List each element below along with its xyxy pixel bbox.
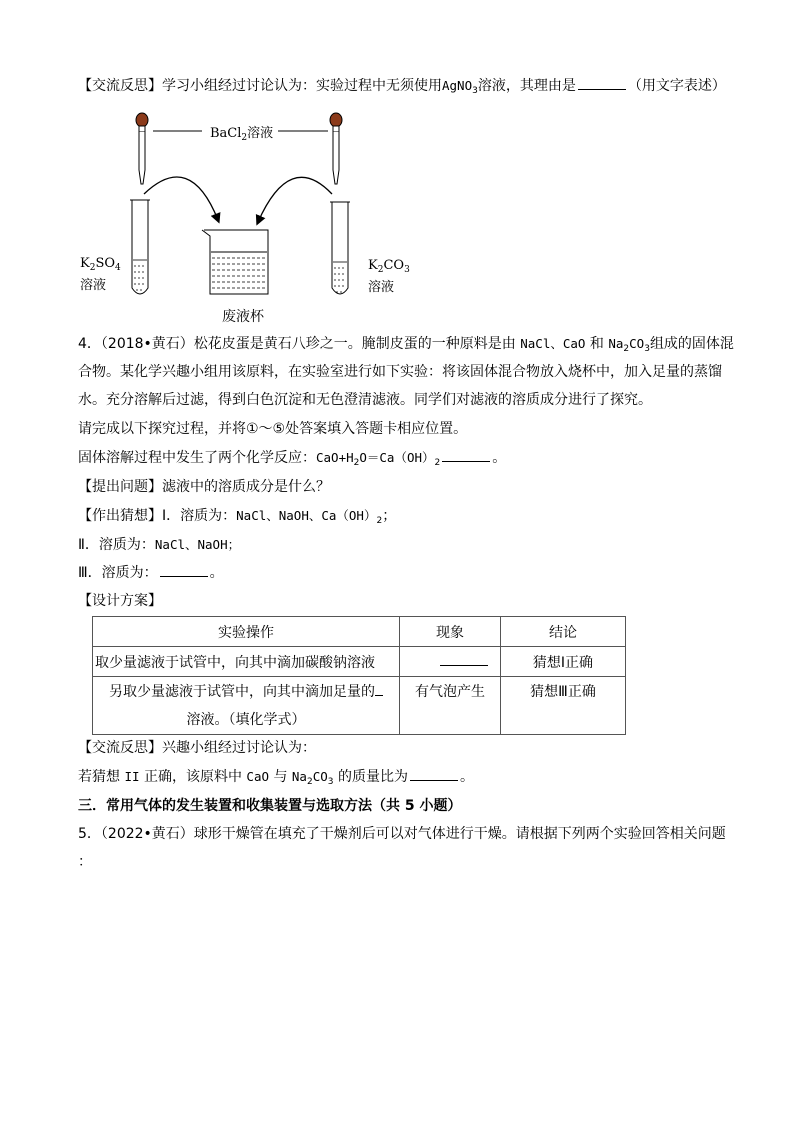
q4-guess3 xyxy=(78,563,224,583)
table-header-row xyxy=(93,617,626,647)
text: 溶液 xyxy=(247,126,274,141)
right-test-tube xyxy=(330,202,350,294)
text: （用文字表述） xyxy=(627,78,726,94)
subscript: 2 xyxy=(89,263,96,273)
table-header: 实验操作 xyxy=(93,617,400,647)
text: K xyxy=(80,256,90,271)
formula: CaO+H xyxy=(316,450,354,465)
subscript: 2 xyxy=(623,344,630,354)
q4-design-heading: 【设计方案】 xyxy=(78,593,162,609)
text: 若猜想 xyxy=(78,769,120,785)
answer-blank xyxy=(410,768,458,781)
formula: Na xyxy=(608,336,624,351)
formula: NaCl、NaOH； xyxy=(154,537,241,552)
text: 。 xyxy=(492,450,507,466)
formula: CO xyxy=(312,769,328,784)
table-cell xyxy=(400,647,501,677)
text: K xyxy=(368,258,378,273)
text: 溶液。（填化学式） xyxy=(186,711,306,728)
table-row xyxy=(93,647,626,677)
left-test-tube xyxy=(130,200,150,294)
design-table xyxy=(92,616,626,735)
text: 正确，该原料中 xyxy=(143,769,242,785)
answer-blank xyxy=(442,449,490,462)
q4-guess1 xyxy=(78,506,396,531)
text: CO xyxy=(383,258,405,273)
experiment-figure xyxy=(70,110,430,336)
formula: NaCl、NaOH、Ca（OH） xyxy=(236,508,377,523)
agno3-formula: AgNO xyxy=(442,78,473,93)
subscript: 3 xyxy=(404,265,410,275)
text: 【交流反思】学习小组经过讨论认为：实验过程中无须使用 xyxy=(78,78,442,94)
text: 溶液 xyxy=(80,278,107,293)
answer-blank xyxy=(160,564,208,577)
table-cell: 取少量滤液于试管中，向其中滴加碳酸钠溶液 xyxy=(93,647,400,677)
text: Ⅱ．溶质为： xyxy=(78,537,155,553)
text: 。 xyxy=(209,565,224,581)
text: 组成的固体混 xyxy=(649,336,734,352)
text: ； xyxy=(382,508,397,524)
beaker-label: 废液杯 xyxy=(222,309,264,325)
formula: CaO xyxy=(246,769,269,784)
q3-reflection-line xyxy=(78,76,726,101)
formula: O＝Ca（OH） xyxy=(359,450,435,465)
answer-blank xyxy=(578,77,626,90)
formula: NaCl、CaO xyxy=(520,336,586,351)
subscript: 3 xyxy=(327,777,334,787)
formula: Na xyxy=(291,769,307,784)
bacl2-label xyxy=(210,122,273,143)
table-cell xyxy=(93,677,400,735)
text: SO xyxy=(95,256,116,271)
table-row xyxy=(93,677,626,735)
right-arrow xyxy=(258,177,332,222)
subscript: 4 xyxy=(115,263,121,273)
subscript: 2 xyxy=(377,265,384,275)
q4-reflection-heading: 【交流反思】兴趣小组经过讨论认为： xyxy=(78,740,316,756)
table-cell: 有气泡产生 xyxy=(400,677,501,735)
section-title: 三．常用气体的发生装置和收集装置与选取方法（共 5 小题） xyxy=(78,798,462,814)
subscript: 2 xyxy=(306,777,313,787)
right-dropper xyxy=(330,113,342,184)
table-header: 现象 xyxy=(400,617,501,647)
table-cell: 猜想Ⅲ正确 xyxy=(501,677,626,735)
text: 4．（2018•黄石）松花皮蛋是黄石八珍之一。腌制皮蛋的一种原料是由 xyxy=(78,336,516,352)
right-tube-label xyxy=(368,257,410,297)
text: 。 xyxy=(459,769,474,785)
answer-blank xyxy=(375,683,383,696)
text: BaCl xyxy=(210,126,242,141)
text: 和 xyxy=(589,336,604,352)
text: Ⅲ．溶质为： xyxy=(78,565,158,581)
left-dropper xyxy=(136,113,148,184)
table-header: 结论 xyxy=(501,617,626,647)
q4-guess2 xyxy=(78,535,240,555)
q4-intro-line2: 合物。某化学兴趣小组用该原料，在实验室进行如下实验：将该固体混合物放入烧杯中，加入足量的蒸馏 xyxy=(78,364,722,380)
text: 与 xyxy=(273,769,288,785)
text: 的质量比为 xyxy=(337,769,408,785)
text: 溶液 xyxy=(368,280,395,295)
subscript: 2 xyxy=(353,458,360,468)
left-arrow xyxy=(144,177,218,220)
q4-ratio-line xyxy=(78,767,474,792)
waste-beaker xyxy=(202,230,268,294)
q4-intro-line3: 水。充分溶解后过滤，得到白色沉淀和无色澄清滤液。同学们对滤液的溶质成分进行了探究。 xyxy=(78,392,652,408)
q4-instruction: 请完成以下探究过程，并将①～⑤处答案填入答题卡相应位置。 xyxy=(78,421,468,437)
subscript: 3 xyxy=(644,344,650,354)
apparatus-diagram xyxy=(70,110,430,332)
subscript: 3 xyxy=(472,86,478,96)
left-tube-label xyxy=(80,255,121,295)
text: II xyxy=(124,769,140,784)
q4-intro-line1 xyxy=(78,334,734,359)
formula: CO xyxy=(629,336,645,351)
subscript: 2 xyxy=(434,458,441,468)
text: 固体溶解过程中发生了两个化学反应： xyxy=(78,450,316,466)
table-cell: 猜想Ⅰ正确 xyxy=(501,647,626,677)
answer-blank xyxy=(440,653,488,666)
text: 【作出猜想】Ⅰ．溶质为： xyxy=(78,508,237,524)
q5-line2: ： xyxy=(78,854,92,870)
subscript: 2 xyxy=(241,133,248,143)
subscript: 2 xyxy=(376,516,383,526)
q5-line1: 5．（2022•黄石）球形干燥管在填充了干燥剂后可以对气体进行干燥。请根据下列两个实验回答相关问题 xyxy=(78,826,726,842)
q4-reaction-line xyxy=(78,448,506,473)
q4-question: 【提出问题】滤液中的溶质成分是什么？ xyxy=(78,479,330,495)
text: 另取少量滤液于试管中，向其中滴加足量的 xyxy=(109,683,375,700)
text: 溶液，其理由是 xyxy=(477,78,576,94)
